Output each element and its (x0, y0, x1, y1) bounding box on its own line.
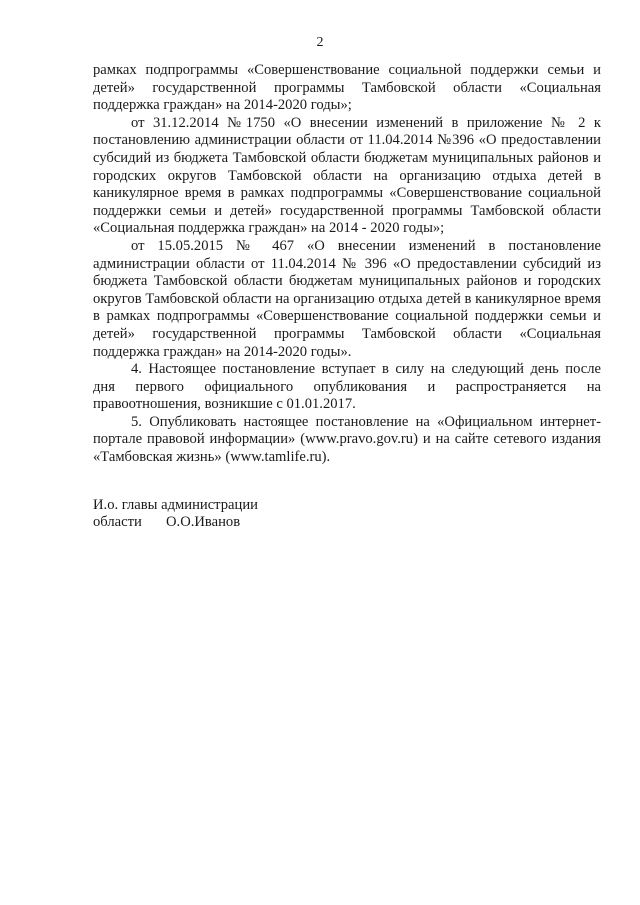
signature-block (93, 497, 258, 531)
paragraph-continuation: рамках подпрограммы «Совершенствование социальной поддержки семьи и детей» государственной программы Тамбовской области «Социальная поддержка граждан» на 2014-2020 годы»; (93, 62, 601, 114)
paragraph-item-4: 4. Настоящее постановление вступает в силу на следующий день после дня первого официального опубликования и распространяется на правоотношения, возникшие с 01.01.2017. (93, 361, 601, 413)
paragraph-decree-1750: от 31.12.2014 №1750 «О внесении изменений в приложение № 2 к постановлению администрации области от 11.04.2014 №396 «О предоставлении субсидий из бюджета Тамбовской области бюджетам муниципальных районов и городских округов Тамбовской области на организацию отдыха детей в каникулярное время в рамках подпрограммы «Совершенствование социальной поддержки семьи и детей» государственной программы Тамбовской области «Социальная поддержка граждан» на 2014 - 2020 годы»; (93, 114, 601, 237)
signature-title: И.о. главы администрации (93, 497, 258, 513)
signature-line (93, 514, 258, 531)
paragraph-item-5: 5. Опубликовать настоящее постановление на «Официальном интернет-портале правовой информации» (www.pravo.gov.ru) и на сайте сетевого издания «Тамбовская жизнь» (www.tamlife.ru). (93, 413, 601, 466)
signature-org: области (93, 514, 142, 530)
signatory-name: О.О.Иванов (166, 514, 241, 530)
document-body (93, 62, 601, 467)
paragraph-decree-467: от 15.05.2015 № 467 «О внесении изменений в постановление администрации области от 11.04.2014 № 396 «О предоставлении субсидий из бюджета Тамбовской области бюджетам муниципальных районов и городских округов Тамбовской области на организацию отдыха детей в каникулярное время в рамках подпрограммы «Совершенствование социальной поддержки семьи и детей» государственной программы Тамбовской области «Социальная поддержка граждан» на 2014-2020 годы». (93, 237, 601, 360)
page-number: 2 (316, 35, 324, 50)
